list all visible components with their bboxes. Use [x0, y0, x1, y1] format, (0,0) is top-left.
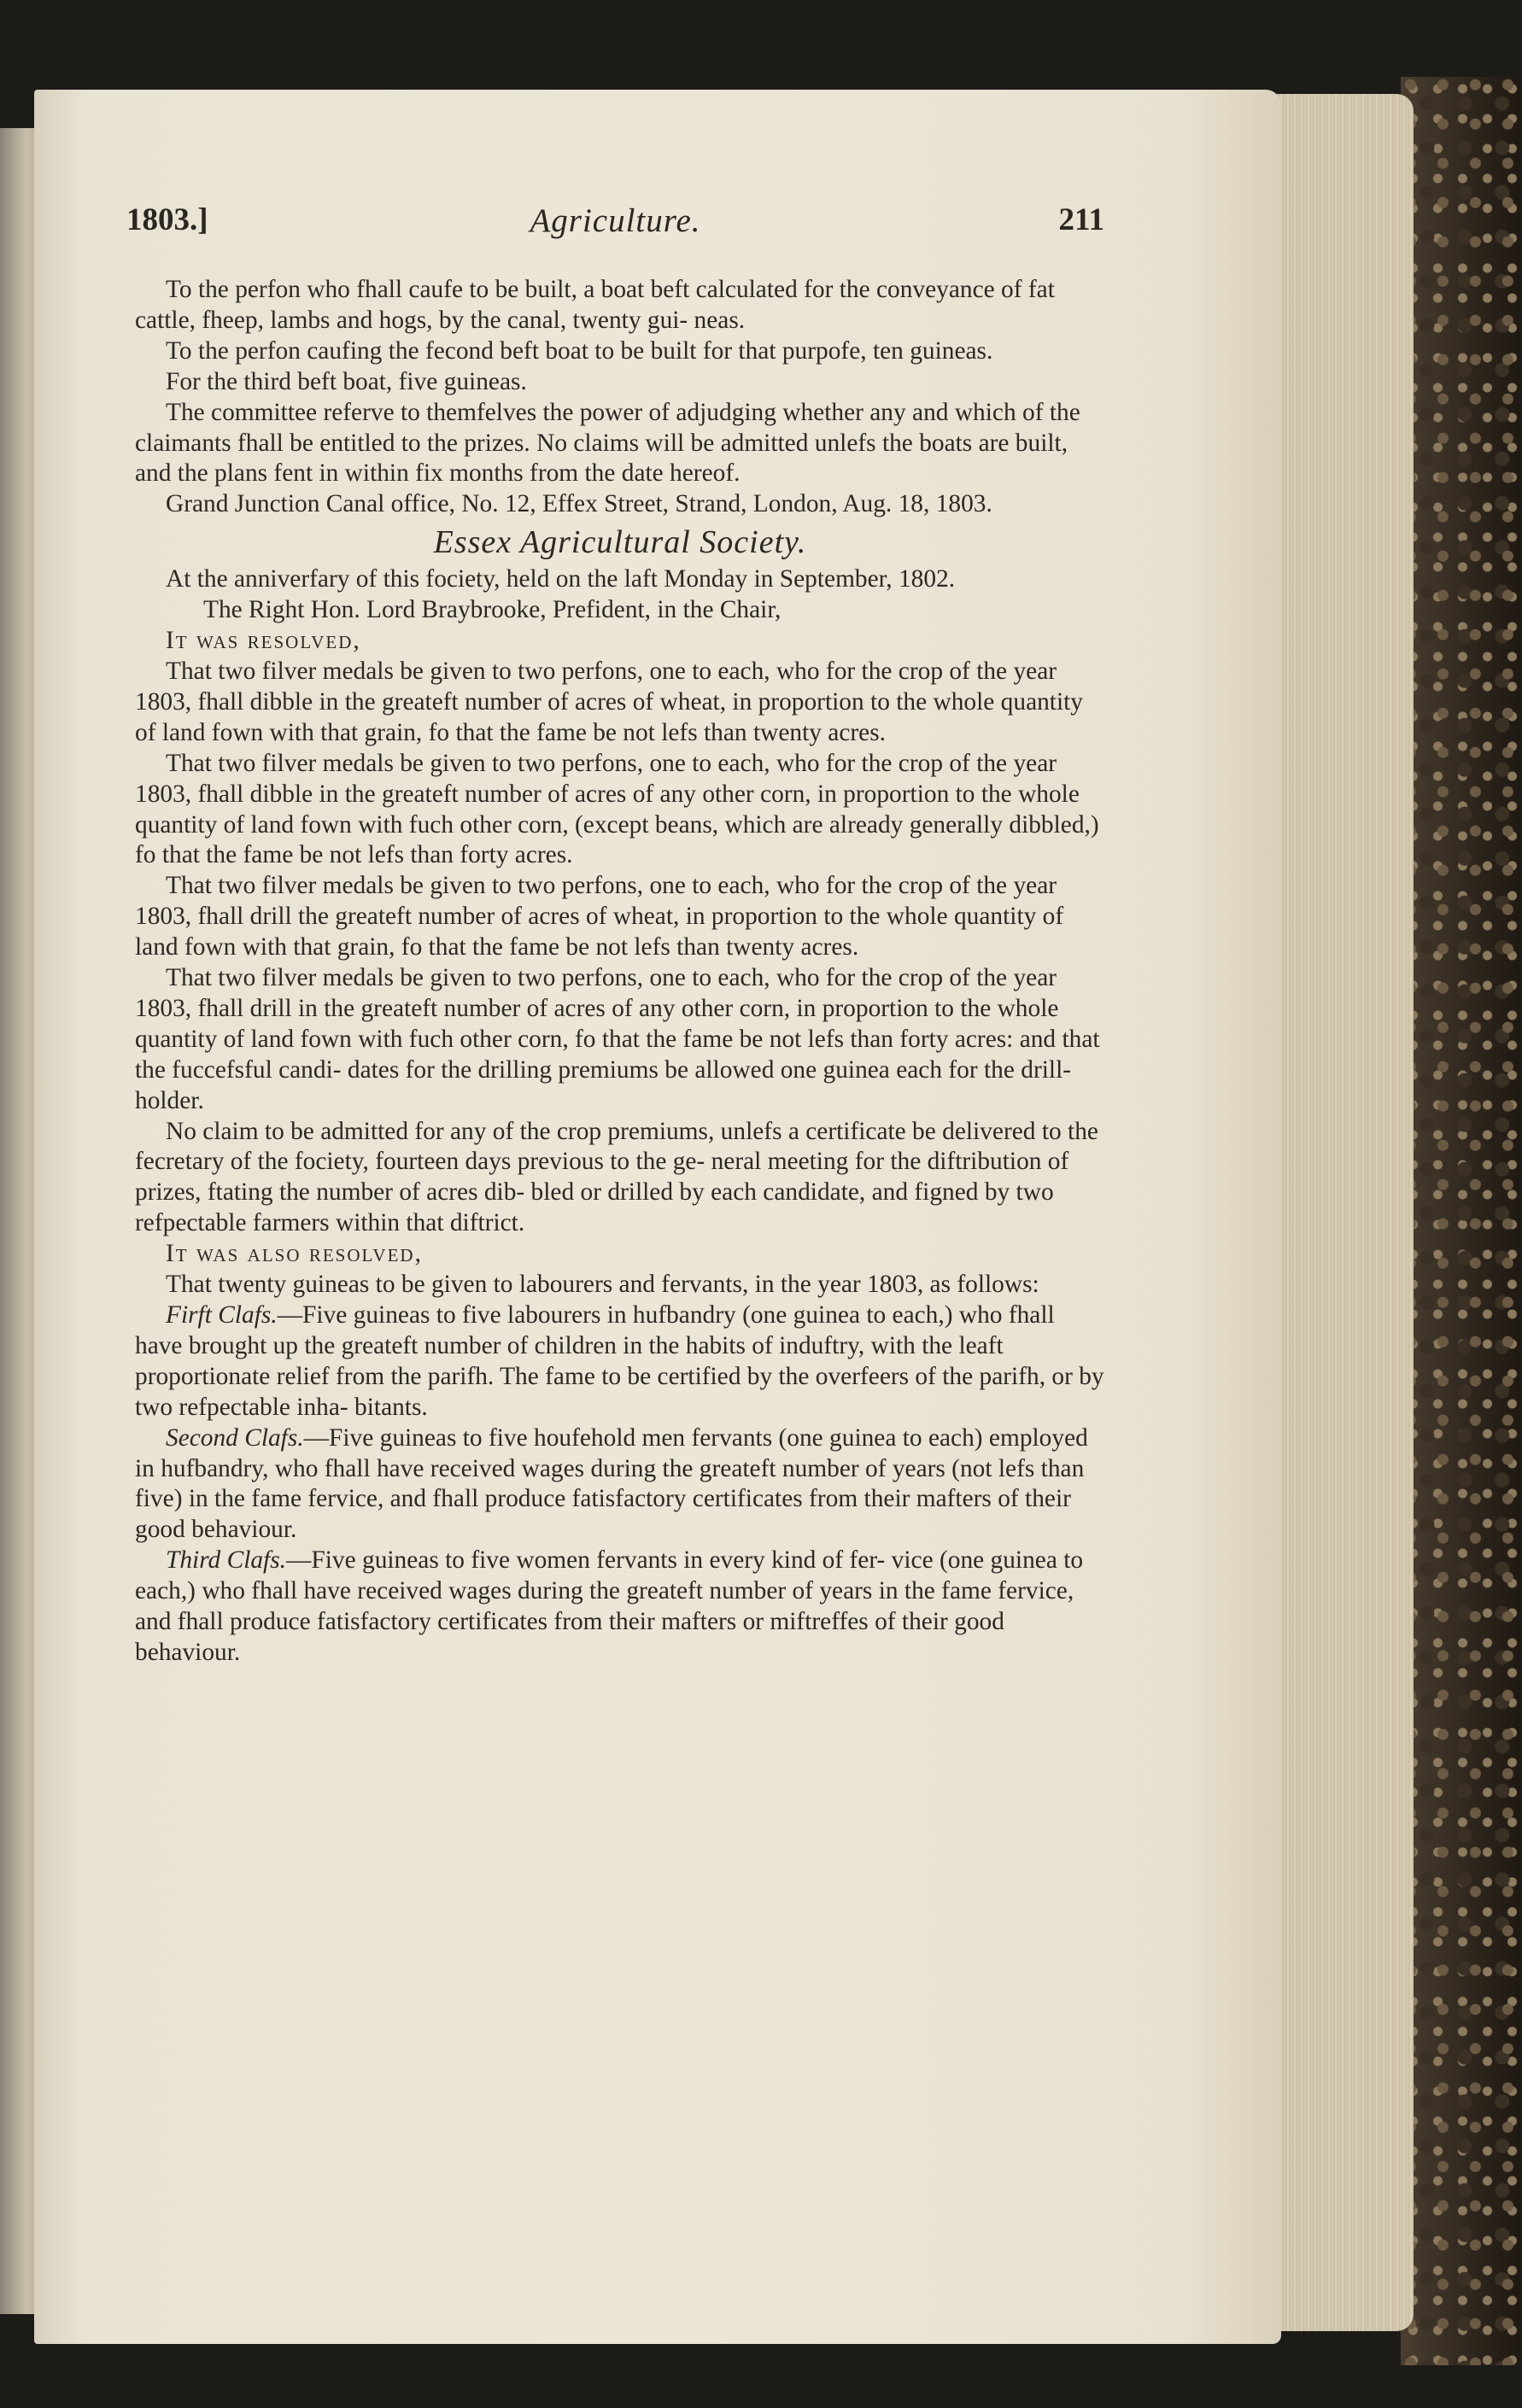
paragraph: Grand Junction Canal office, No. 12, Effex Street, Strand, London, Aug. 18, 1803.: [166, 490, 992, 518]
resolution: No claim to be admitted for any of the crop premiums, unlefs a certificate be delivered to the fecretary of the fociety, fourteen days previous to the ge- neral meeting for the diftribution of prizes, ftating the number of acres dib- bled or drilled by each candidate, and figned by two refpectable farmers within that diftrict.: [135, 1117, 1098, 1237]
resolution: That two filver medals be given to two perfons, one to each, who for the crop of the year 1803, fhall dibble in the greateft number of acres of wheat, in proportion to the whole quantity of land fown with that grain, fo that the fame be not lefs than twenty acres.: [135, 657, 1083, 746]
page-number: 211: [1058, 202, 1104, 237]
meeting-intro: At the anniverfary of this fociety, held on the laft Monday in September, 1802.: [166, 565, 956, 593]
class-label: Third Clafs.: [166, 1546, 287, 1575]
class-text: —Five guineas to five women fervants in every kind of fer- vice (one guinea to each,) who fhall have received wages during the greateft number of years in the fame fervice, and fhall produce fatisfactory certificates from their mafters or miftreffes of their good behaviour.: [135, 1546, 1084, 1666]
resolution: That two filver medals be given to two perfons, one to each, who for the crop of the year 1803, fhall drill the greateft number of acres of wheat, in proportion to the whole quantity of land fown with that grain, fo that the fame be not lefs than twenty acres.: [135, 872, 1064, 961]
resolution: That two filver medals be given to two perfons, one to each, who for the crop of the year 1803, fhall drill in the greateft number of acres of any other corn, in proportion to the whole quantity of land fown with fuch other corn, fo that the fame be not lefs than forty acres: and that the fuccefsful candi- dates for the drilling premiums be allowed one guinea each for the drill- holder.: [135, 964, 1100, 1114]
class-text: —Five guineas to five houfehold men fervants (one guinea to each) employed in hufbandry, who fhall have received wages during the greateft number of years (not lefs than five) in the fame fervice, and fhall produce fatisfactory certificates from their mafters of their good behaviour.: [135, 1423, 1088, 1544]
labourers-paragraph: That twenty guineas to be given to labourers and fervants, in the year 1803, as follows:: [166, 1271, 1039, 1299]
resolved-heading: It was resolved,: [166, 627, 361, 655]
class-label: Second Clafs.: [166, 1423, 304, 1452]
resolved-also-heading: It was also resolved,: [166, 1240, 423, 1268]
paragraph: To the perfon who fhall caufe to be built, a boat beft calculated for the conveyance of fat cattle, fheep, lambs and hogs, by the canal, twenty gui- neas.: [135, 276, 1055, 334]
header-year: 1803.]: [126, 202, 208, 237]
class-paragraph: [135, 1546, 1105, 1669]
section-title: Essex Agricultural Society.: [433, 524, 807, 561]
running-header: [126, 202, 1104, 253]
book-cover: [1401, 77, 1522, 2365]
paragraph: The committee referve to themfelves the power of adjudging whether any and which of the claimants fhall be entitled to the prizes. No claims will be admitted unlefs the boats are built, and the plans fent in within fix months from the date hereof.: [135, 398, 1080, 488]
resolution: That two filver medals be given to two perfons, one to each, who for the crop of the year 1803, fhall dibble in the greateft number of acres of any other corn, in proportion to the whole quantity of land fown with fuch other corn, (except beans, which are already generally dibbled,) fo that the fame be not lefs than forty acres.: [135, 749, 1099, 869]
paragraph: To the perfon caufing the fecond beft boat to be built for that purpofe, ten guineas.: [166, 336, 993, 365]
facing-page-edge: [0, 128, 38, 2314]
class-paragraph: [135, 1300, 1105, 1423]
page-body: [135, 275, 1105, 1669]
paragraph: For the third beft boat, five guineas.: [166, 367, 527, 395]
page-edges: [1277, 94, 1414, 2331]
class-text: —Five guineas to five labourers in hufbandry (one guinea to each,) who fhall have brought up the greateft number of children in the habits of induftry, with the leaft proportionate relief from the parifh. The fame to be certified by the overfeers of the parifh, or by two refpectable inha- bitants.: [135, 1301, 1104, 1421]
class-paragraph: [135, 1423, 1105, 1546]
class-label: Firft Clafs.: [166, 1301, 278, 1329]
chair-line: The Right Hon. Lord Braybrooke, Prefident, in the Chair,: [203, 596, 781, 624]
running-title: Agriculture.: [530, 202, 701, 239]
